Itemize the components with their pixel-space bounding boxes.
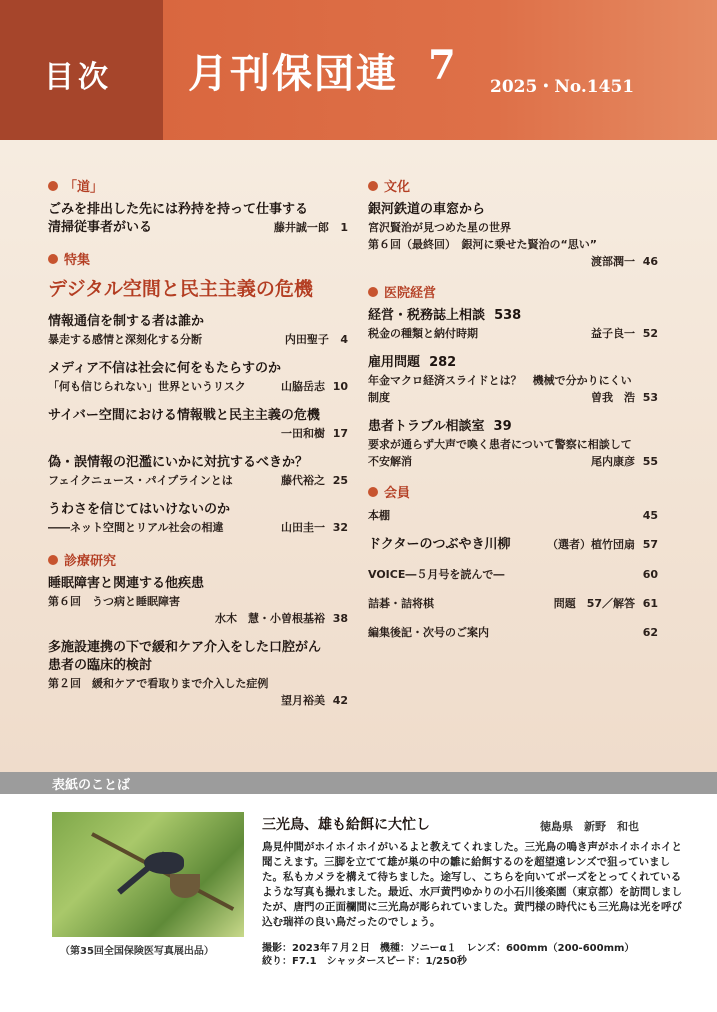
- photo-nest: [170, 874, 200, 898]
- bullet-icon: [368, 287, 378, 297]
- toc-entry[interactable]: 情報通信を制する者は誰か 暴走する感情と深刻化する分断 内田聖子 4: [48, 314, 348, 346]
- journal-title: 月刊保団連: [188, 50, 398, 97]
- toc-entry-michi[interactable]: ごみを排出した先には矜持を持って仕事する 清掃従事者がいる 藤井誠一郎 1: [48, 202, 348, 235]
- toc-entry[interactable]: 詰碁・詰将棋 問題 57／解答 61: [368, 597, 658, 610]
- toc-entry[interactable]: メディア不信は社会に何をもたらすのか 「何も信じられない」世界というリスク 山脇岳志 10: [48, 361, 348, 393]
- cover-meta: [262, 942, 682, 968]
- section-shinryo: 診療研究: [48, 550, 348, 569]
- cover-text: 鳥見仲間がホイホイホイがいるよと教えてくれました。三光鳥の鳴き声がホイホイホイと聞こえます。三脚を立てて雄が巣の中の雛に給餌するのを超望遠レンズで狙っていました。私もカメラを構えて待ちました。途写し、こちらを向いてポーズをとってくれているような写真も撮れました。最近、水戸黄門ゆかりの小石川後楽園（東京都）を訪問しましたが、唐門の正面欄間に三光鳥が彫られていました。黄門様の時代にも三光鳥は光を呼び込む瑞祥の良い鳥だったのでしょう。: [262, 841, 682, 928]
- photo-caption: （第35回全国保険医写真展出品）: [60, 946, 214, 957]
- toc-entry[interactable]: ドクターのつぶやき川柳 （選者）植竹団扇 57: [368, 537, 658, 552]
- section-michi: 「道」: [48, 176, 348, 195]
- cover-meta-line2: 絞り：F7.1 シャッタースピード：1/250秒: [262, 956, 467, 967]
- feature-theme: デジタル空間と民主主義の危機: [48, 278, 313, 300]
- section-ippan: 会員: [368, 482, 658, 501]
- cover-author: 徳島県 新野 和也: [540, 820, 639, 833]
- mokuji-heading: 目次: [44, 60, 112, 95]
- section-bunka: 文化: [368, 176, 658, 195]
- toc-left-column: [48, 176, 348, 721]
- toc-entry-bunka[interactable]: 銀河鉄道の車窓から 宮沢賢治が見つめた星の世界 第６回（最終回） 銀河に乗せた賢治の“思い” 渡部潤一 46: [368, 202, 658, 268]
- toc-entry[interactable]: 偽・誤情報の氾濫にいかに対抗するべきか？ フェイクニュース・パイプラインとは 藤代裕之 25: [48, 455, 348, 487]
- toc-entry[interactable]: うわさを信じてはいけないのか ――ネット空間とリアル社会の相違 山田圭一 32: [48, 502, 348, 534]
- toc-right-column: [368, 176, 658, 653]
- cover-title: 三光鳥、雄も給餌に大忙し: [262, 817, 430, 833]
- cover-band: [0, 772, 717, 794]
- issue-month: 7: [428, 42, 456, 89]
- toc-entry[interactable]: 患者トラブル相談室 39 要求が通らず大声で喚く患者について警察に相談して 不安解消 尾内康彦 55: [368, 419, 658, 468]
- bullet-icon: [48, 254, 58, 264]
- toc-entry[interactable]: 睡眠障害と関連する他疾患 第６回 うつ病と睡眠障害 水木 慧・小曽根基裕 38: [48, 576, 348, 625]
- toc-entry[interactable]: 本棚 45: [368, 509, 658, 522]
- section-tokushu: 特集: [48, 249, 348, 268]
- toc-entry[interactable]: 編集後記・次号のご案内 62: [368, 626, 658, 639]
- cover-meta-line1: 撮影：2023年７月２日 機種：ソニーα１ レンズ：600mm（200-600mm）: [262, 943, 635, 954]
- cover-photo: [52, 812, 244, 937]
- bullet-icon: [368, 181, 378, 191]
- section-iin: 医院経営: [368, 282, 658, 301]
- bullet-icon: [48, 181, 58, 191]
- bullet-icon: [48, 555, 58, 565]
- photo-bird: [144, 852, 184, 874]
- toc-entry[interactable]: サイバー空間における情報戦と民主主義の危機 一田和樹 17: [48, 408, 348, 440]
- toc-entry[interactable]: VOICE―５月号を読んで― 60: [368, 568, 658, 581]
- cover-band-label: 表紙のことば: [52, 778, 131, 793]
- bullet-icon: [368, 487, 378, 497]
- toc-entry[interactable]: 多施設連携の下で緩和ケア介入をした口腔がん 患者の臨床的検討 第２回 緩和ケアで看取りまで介入した症例 望月裕美 42: [48, 640, 348, 707]
- year-number: 2025・No.1451: [490, 77, 635, 97]
- toc-entry[interactable]: 経営・税務誌上相談 538 税金の種類と納付時期 益子良一 52: [368, 308, 658, 340]
- toc-entry[interactable]: 雇用問題 282 年金マクロ経済スライドとは？ 機械で分かりにくい 制度 曽我 浩 53: [368, 355, 658, 404]
